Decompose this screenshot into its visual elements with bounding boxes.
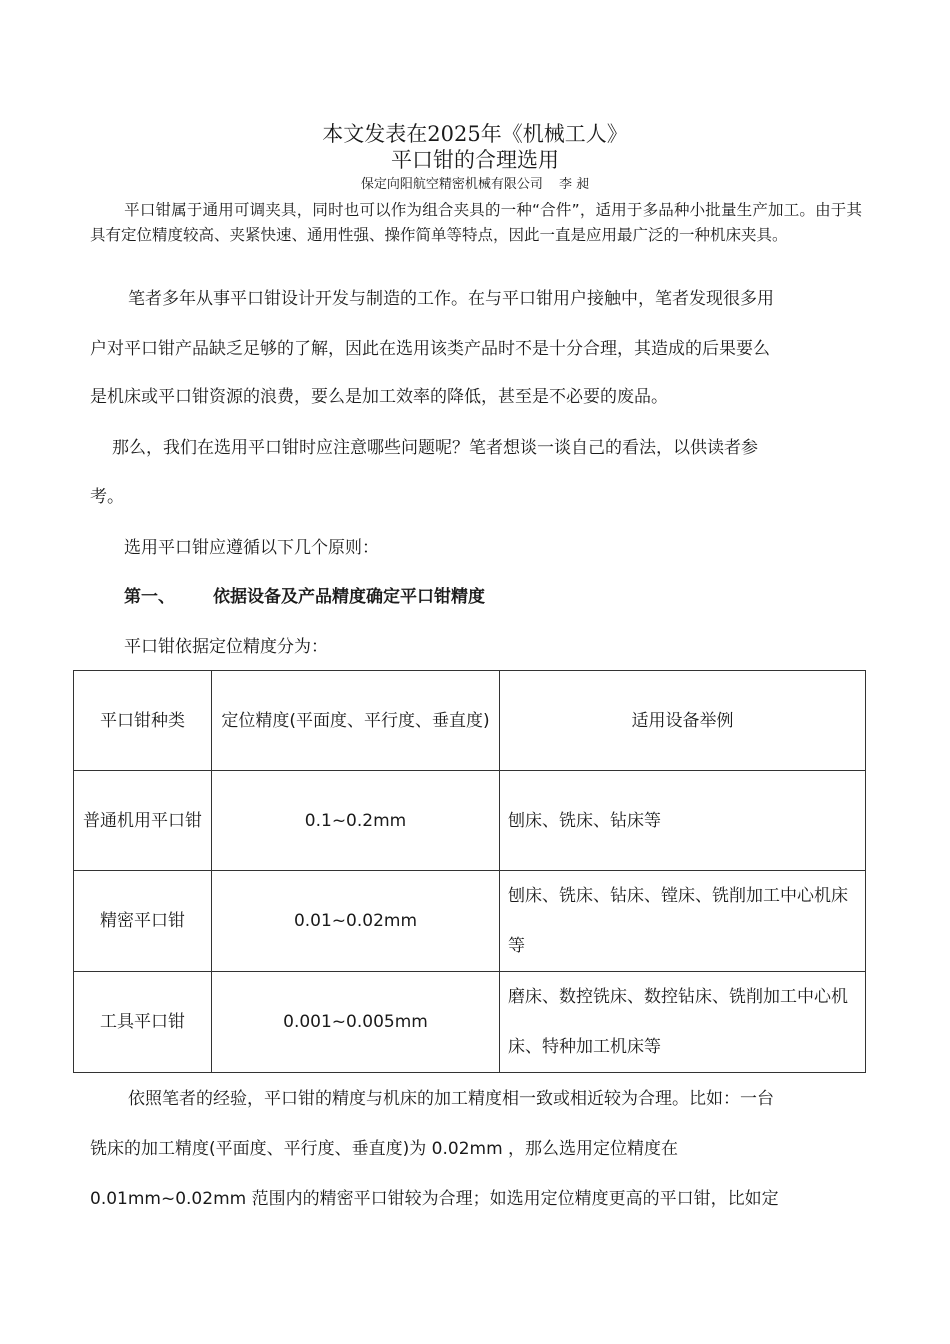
table-row xyxy=(74,871,866,972)
body-line-4: 那么，我们在选用平口钳时应注意哪些问题呢？笔者想谈一谈自己的看法，以供读者参 xyxy=(112,438,758,458)
table-intro: 平口钳依据定位精度分为： xyxy=(124,637,328,657)
body-line-9: 铣床的加工精度(平面度、平行度、垂直度)为 0.02mm ，那么选用定位精度在 xyxy=(90,1139,679,1159)
header-cell-equipment: 适用设备举例 xyxy=(500,671,866,771)
body-line-5: 考。 xyxy=(90,487,124,507)
affiliation: 保定向阳航空精密机械有限公司 xyxy=(360,177,543,192)
body-line-1: 笔者多年从事平口钳设计开发与制造的工作。在与平口钳用户接触中，笔者发现很多用 xyxy=(128,289,774,309)
section-number: 第一、 xyxy=(124,587,175,607)
table-row xyxy=(74,771,866,871)
cell-type: 工具平口钳 xyxy=(74,972,212,1073)
cell-type: 普通机用平口钳 xyxy=(74,771,212,871)
table-row xyxy=(74,972,866,1073)
author-line xyxy=(0,176,950,194)
header-cell-precision: 定位精度(平面度、平行度、垂直度) xyxy=(212,671,500,771)
cell-equipment: 刨床、铣床、钻床等 xyxy=(500,771,866,871)
cell-precision: 0.01~0.02mm xyxy=(212,871,500,972)
body-line-8: 依照笔者的经验，平口钳的精度与机床的加工精度相一致或相近较为合理。比如：一台 xyxy=(128,1089,774,1109)
article-title: 平口钳的合理选用 xyxy=(391,148,559,172)
cell-equipment: 磨床、数控铣床、数控钻床、铣削加工中心机床、特种加工机床等 xyxy=(500,972,866,1073)
author-name: 李 昶 xyxy=(558,177,590,192)
cell-type: 精密平口钳 xyxy=(74,871,212,972)
principles-intro: 选用平口钳应遵循以下几个原则： xyxy=(124,538,379,558)
table-header-row xyxy=(74,671,866,771)
intro-text: 平口钳属于通用可调夹具，同时也可以作为组合夹具的一种“合件”，适用于多品种小批量生产加工。由于其具有定位精度较高、夹紧快速、通用性强、操作简单等特点，因此一直是应用最广泛的一种机床夹具。 xyxy=(90,201,862,244)
section-heading xyxy=(90,584,865,610)
section-title: 依据设备及产品精度确定平口钳精度 xyxy=(213,587,485,607)
cell-precision: 0.1~0.2mm xyxy=(212,771,500,871)
intro-paragraph xyxy=(90,198,862,248)
cell-equipment: 刨床、铣床、钻床、镗床、铣削加工中心机床等 xyxy=(500,871,866,972)
cell-precision: 0.001~0.005mm xyxy=(212,972,500,1073)
publication-notice: 本文发表在2025年《机械工人》 xyxy=(322,122,628,146)
precision-table xyxy=(73,670,866,1073)
header-cell-type: 平口钳种类 xyxy=(74,671,212,771)
body-line-3: 是机床或平口钳资源的浪费，要么是加工效率的降低，甚至是不必要的废品。 xyxy=(90,387,668,407)
body-line-2: 户对平口钳产品缺乏足够的了解，因此在选用该类产品时不是十分合理，其造成的后果要么 xyxy=(90,339,770,359)
body-line-10: 0.01mm~0.02mm 范围内的精密平口钳较为合理；如选用定位精度更高的平口钳，比如定 xyxy=(90,1189,779,1209)
